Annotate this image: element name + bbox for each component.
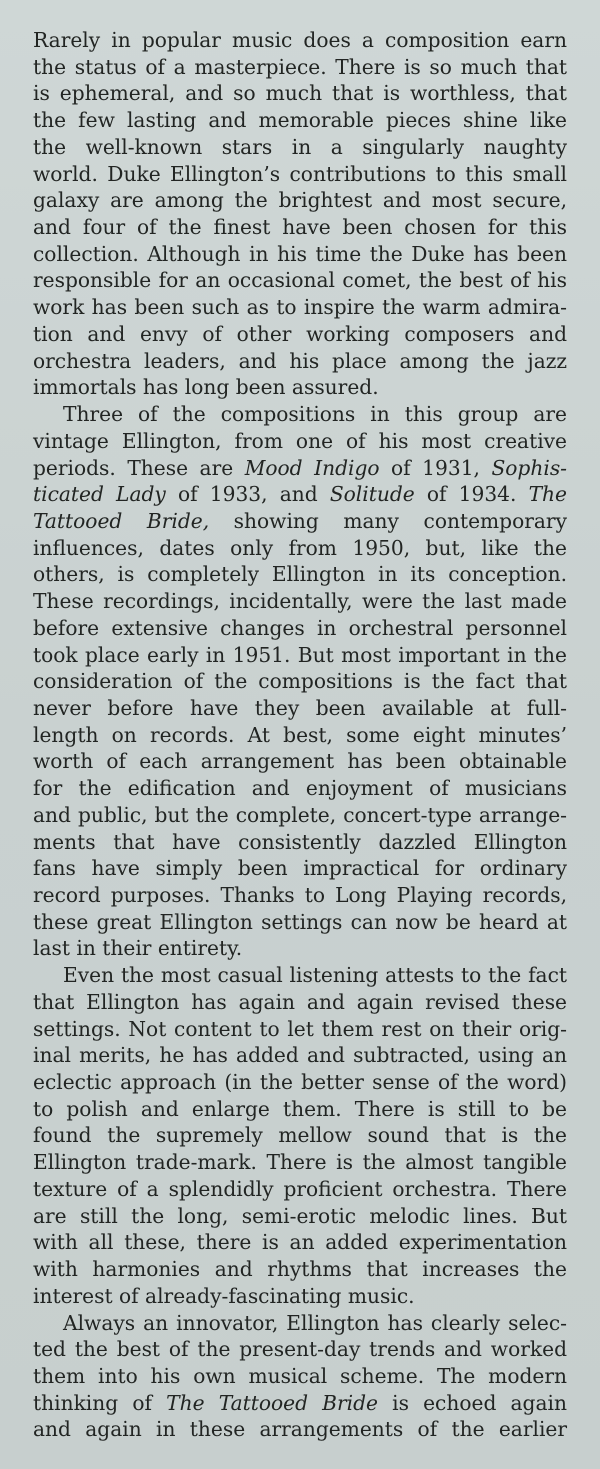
text-line — [33, 668, 567, 695]
text-segment: them into his own musical scheme. The modern — [33, 1363, 567, 1388]
text-line — [33, 1096, 567, 1123]
text-line — [33, 321, 567, 348]
text-segment: eclectic approach (in the better sense of the word) — [33, 1070, 567, 1095]
text-line — [33, 535, 567, 562]
text-segment: collection. Although in his time the Duke has been — [33, 241, 567, 266]
text-line — [33, 748, 567, 775]
text-line — [33, 882, 567, 909]
text-line — [33, 615, 567, 642]
text-segment: ted the best of the present-day trends and worked — [33, 1337, 567, 1362]
text-segment: that Ellington has again and again revised these — [33, 989, 567, 1014]
text-line — [33, 909, 567, 936]
text-segment: of 1933, and — [165, 482, 330, 507]
text-segment: and four of the finest have been chosen for this — [33, 215, 567, 240]
text-segment: thinking of — [33, 1390, 167, 1415]
text-line — [33, 161, 567, 188]
text-segment: settings. Not content to let them rest on their orig- — [33, 1016, 567, 1041]
text-segment: before extensive changes in orchestral personnel — [33, 615, 567, 640]
text-line — [33, 561, 567, 588]
text-segment: others, is completely Ellington in its conception. — [33, 562, 567, 587]
text-segment: found the supremely mellow sound that is the — [33, 1123, 567, 1148]
text-segment: and public, but the complete, concert-type arrange- — [33, 802, 567, 827]
text-line — [33, 508, 567, 535]
text-segment: immortals has long been assured. — [33, 375, 379, 400]
italic-title-text: Tattooed Bride, — [33, 508, 210, 533]
text-segment: Even the most casual listening attests to the fact — [63, 963, 567, 988]
text-segment: consideration of the compositions is the fact that — [33, 669, 567, 694]
italic-title-text: The Tattooed Bride — [166, 1390, 378, 1415]
text-segment: the well-known stars in a singularly naughty — [33, 134, 567, 159]
text-segment: took place early in 1951. But most important in the — [33, 642, 567, 667]
text-line — [33, 1336, 567, 1363]
text-segment: These recordings, incidentally, were the last made — [33, 589, 567, 614]
text-segment: work has been such as to inspire the warm admira- — [33, 295, 567, 320]
text-segment: with all these, there is an added experimentation — [33, 1230, 567, 1255]
text-segment: to polish and enlarge them. There is still to be — [33, 1096, 567, 1121]
text-segment: showing many contemporary — [209, 508, 567, 533]
text-segment: texture of a splendidly proficient orchestra. There — [33, 1176, 567, 1201]
text-line — [33, 989, 567, 1016]
italic-title-text: ticated Lady — [33, 482, 166, 507]
text-segment: last in their entirety. — [33, 936, 243, 961]
text-line — [33, 962, 567, 989]
text-line — [33, 80, 567, 107]
text-line — [33, 27, 567, 54]
text-line — [33, 348, 567, 375]
text-segment: Three of the compositions in this group are — [63, 402, 567, 427]
text-segment: worth of each arrangement has been obtainable — [33, 749, 567, 774]
text-segment: is ephemeral, and so much that is worthless, that — [33, 81, 567, 106]
text-segment: world. Duke Ellington’s contributions to this small — [33, 161, 567, 186]
italic-title-text: The — [528, 482, 567, 507]
text-segment: for the edification and enjoyment of musicians — [33, 776, 567, 801]
text-line — [33, 695, 567, 722]
text-line — [33, 642, 567, 669]
text-segment: influences, dates only from 1950, but, like the — [33, 535, 567, 560]
text-segment: vintage Ellington, from one of his most creative — [33, 428, 567, 453]
text-line — [33, 374, 567, 401]
italic-title-text: Mood Indigo — [244, 455, 380, 480]
text-line — [33, 775, 567, 802]
text-segment: Always an innovator, Ellington has clearly selec- — [63, 1310, 567, 1335]
text-line — [33, 187, 567, 214]
text-line — [33, 1310, 567, 1337]
text-line — [33, 294, 567, 321]
text-segment: interest of already-fascinating music. — [33, 1283, 415, 1308]
text-line — [33, 1229, 567, 1256]
text-line — [33, 1149, 567, 1176]
text-line — [33, 1042, 567, 1069]
text-segment: the few lasting and memorable pieces shine like — [33, 108, 567, 133]
text-line — [33, 802, 567, 829]
text-line — [33, 855, 567, 882]
text-line — [33, 829, 567, 856]
text-segment: tion and envy of other working composers and — [33, 321, 567, 346]
text-segment: is echoed again — [377, 1390, 567, 1415]
text-segment: fans have simply been impractical for ordinary — [33, 856, 567, 881]
text-line — [33, 1203, 567, 1230]
italic-title-text: Solitude — [329, 482, 415, 507]
text-line — [33, 241, 567, 268]
text-line — [33, 588, 567, 615]
text-line — [33, 1390, 567, 1417]
text-segment: with harmonies and rhythms that increases the — [33, 1257, 567, 1282]
text-segment: record purposes. Thanks to Long Playing records, — [33, 883, 567, 907]
text-line — [33, 54, 567, 81]
text-line — [33, 1416, 567, 1443]
text-segment: Ellington trade-mark. There is the almost tangible — [33, 1150, 567, 1175]
text-segment: are still the long, semi-erotic melodic lines. But — [33, 1203, 567, 1228]
text-segment: orchestra leaders, and his place among the jazz — [33, 348, 567, 373]
text-segment: periods. These are — [33, 455, 245, 480]
text-segment: ments that have consistently dazzled Ellington — [33, 829, 567, 854]
text-line — [33, 134, 567, 161]
text-line — [33, 267, 567, 294]
liner-notes-text — [33, 27, 567, 1443]
text-line — [33, 1283, 567, 1310]
text-line — [33, 428, 567, 455]
text-line — [33, 214, 567, 241]
text-segment: never before have they been available at full- — [33, 695, 567, 720]
text-segment: inal merits, he has added and subtracted, using an — [33, 1043, 567, 1068]
text-line — [33, 1176, 567, 1203]
text-segment: the status of a masterpiece. There is so much that — [33, 54, 567, 79]
text-line — [33, 107, 567, 134]
text-segment: responsible for an occasional comet, the best of his — [33, 268, 567, 293]
text-line — [33, 935, 567, 962]
text-line — [33, 1016, 567, 1043]
text-line — [33, 1256, 567, 1283]
text-line — [33, 1363, 567, 1390]
text-segment: of 1931, — [379, 455, 492, 480]
text-segment: and again in these arrangements of the earlier — [33, 1417, 567, 1442]
text-segment: length on records. At best, some eight minutes’ — [33, 722, 567, 747]
text-line — [33, 481, 567, 508]
text-line — [33, 722, 567, 749]
text-segment: Rarely in popular music does a composition earn — [33, 28, 567, 52]
text-line — [33, 1069, 567, 1096]
text-segment: of 1934. — [414, 482, 529, 507]
text-segment: these great Ellington settings can now be heard at — [33, 909, 567, 934]
italic-title-text: Sophis- — [491, 455, 567, 480]
text-line — [33, 1122, 567, 1149]
text-segment: galaxy are among the brightest and most secure, — [33, 188, 567, 213]
text-line — [33, 401, 567, 428]
text-line — [33, 455, 567, 482]
